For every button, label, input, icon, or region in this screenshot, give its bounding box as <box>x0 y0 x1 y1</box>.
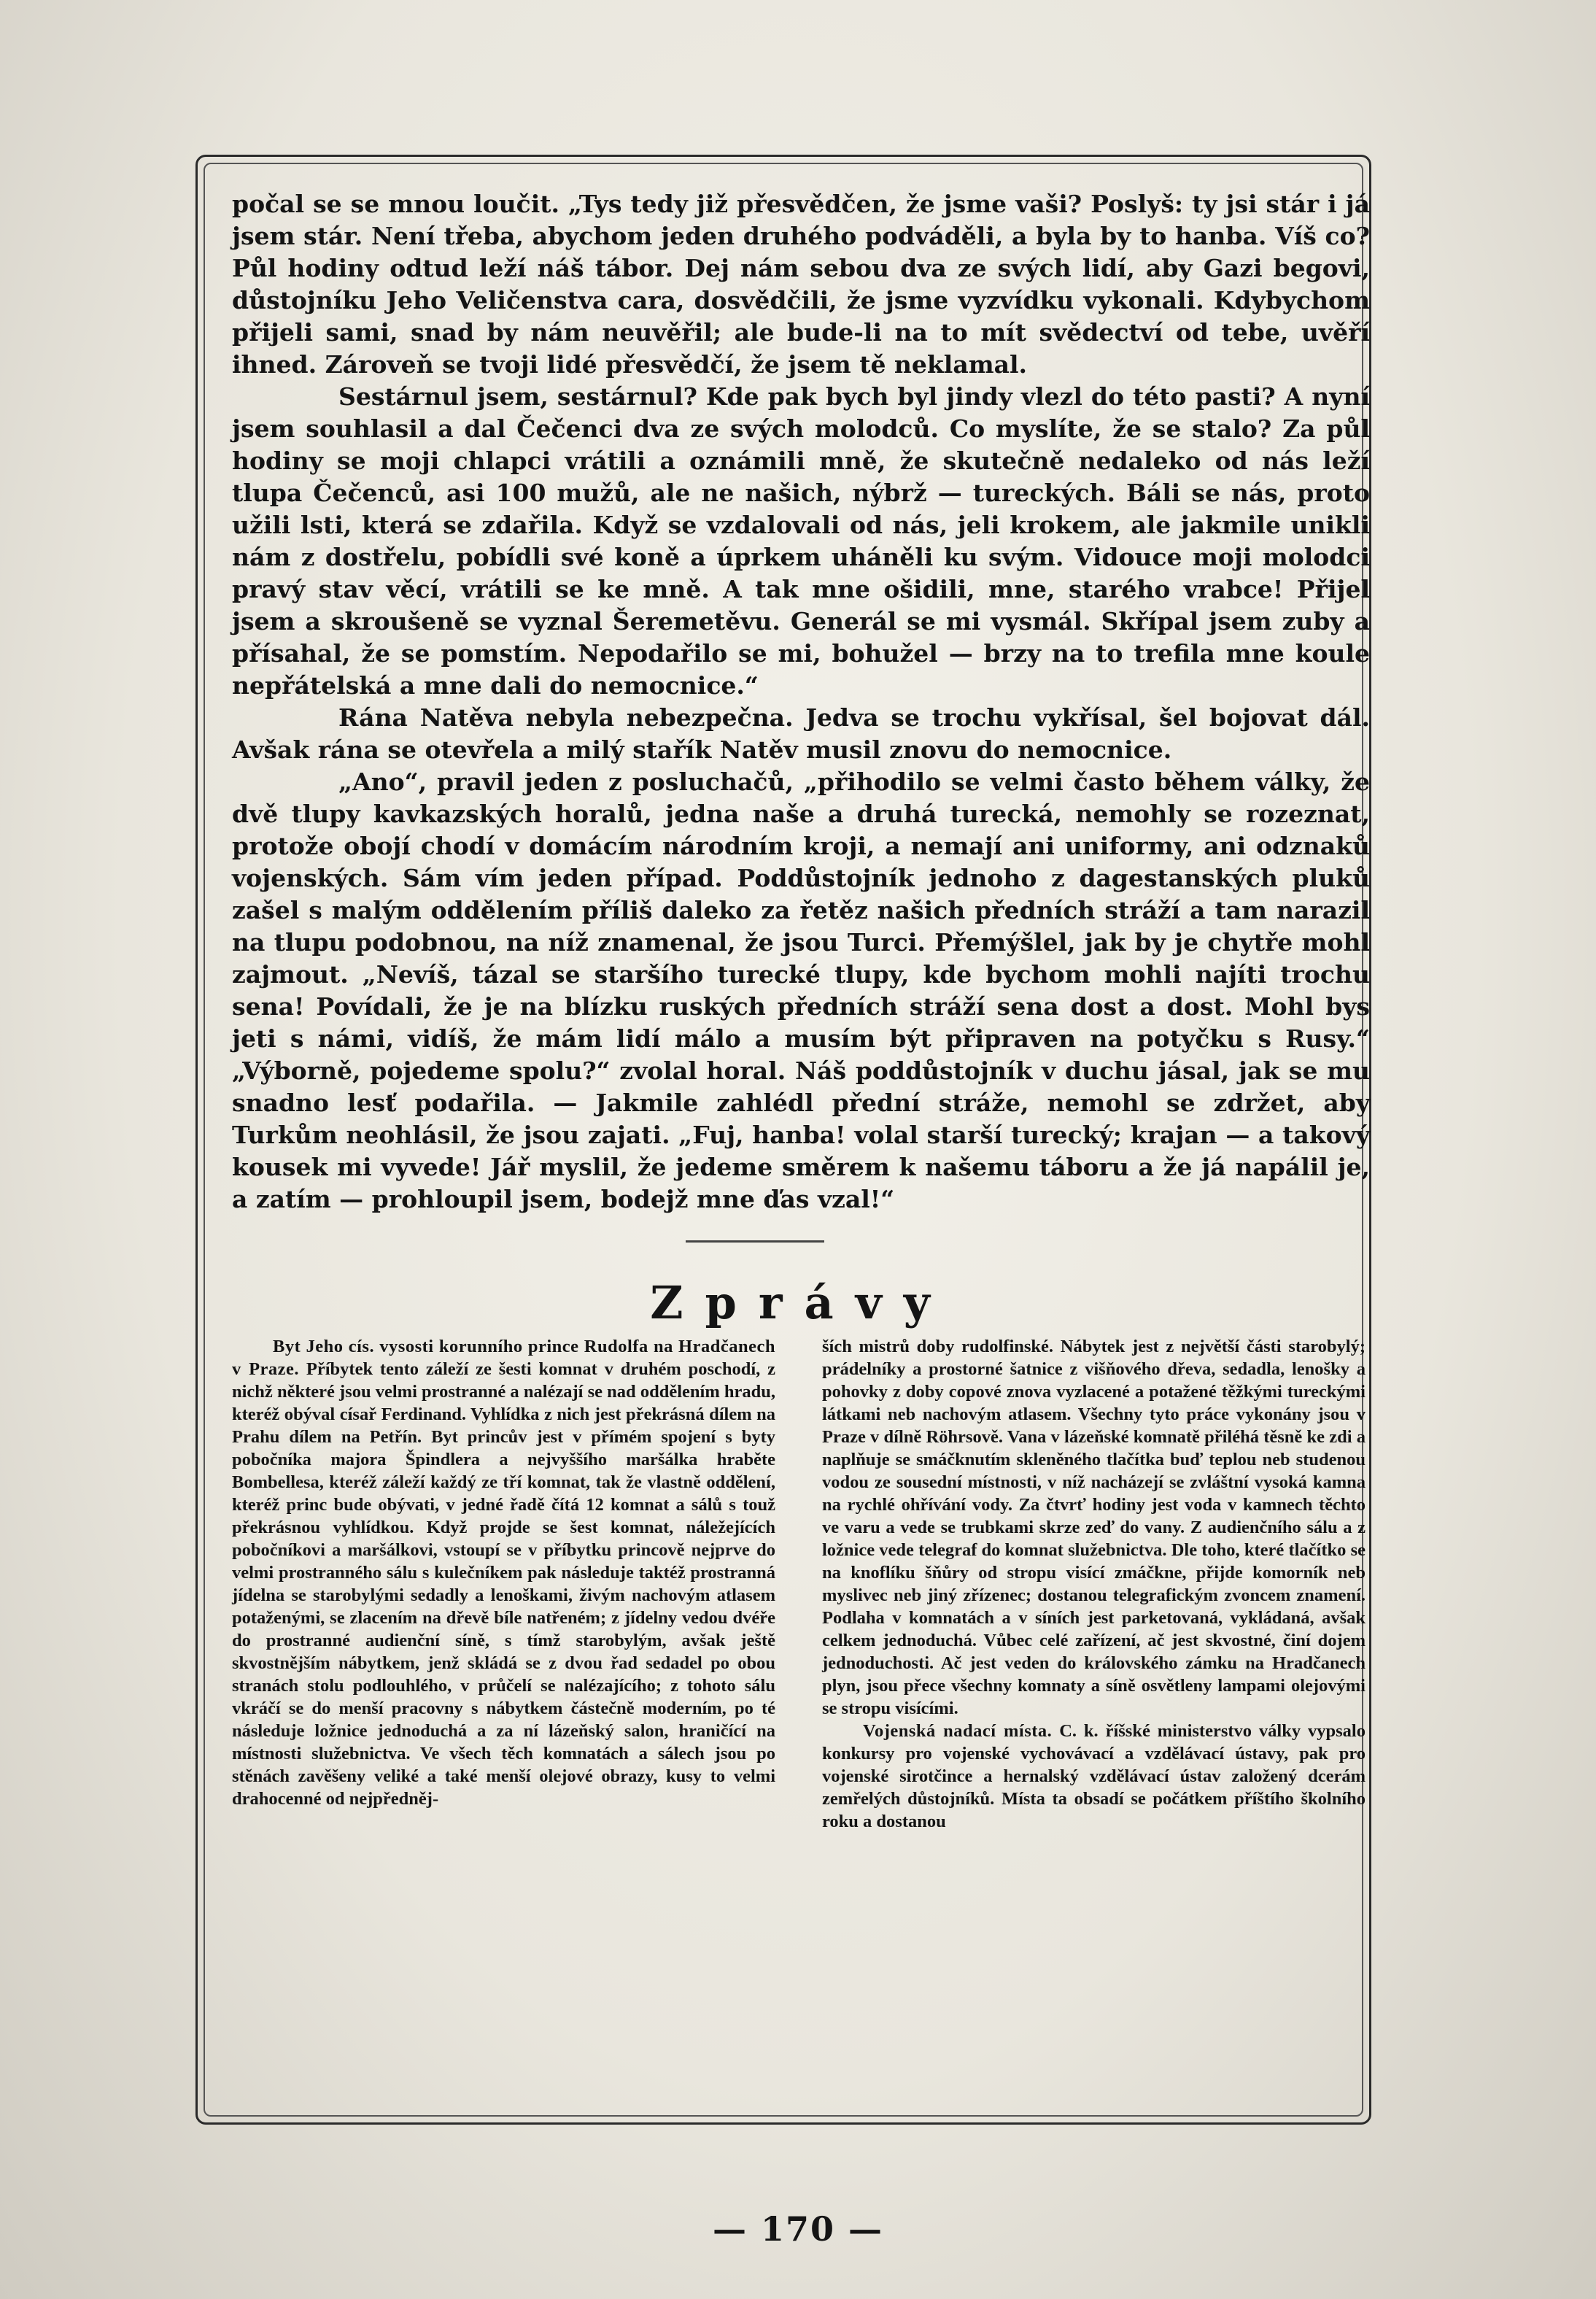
story-paragraph: Rána Natěva nebyla nebezpečna. Jedva se trochu vykřísal, šel bojovat dál. Avšak rána se otevřela a milý stařík Natěv musil znovu do nemocnice. <box>232 703 1370 764</box>
news-column-right <box>822 1335 1365 1833</box>
news-item-title: Vojenská nadací místa. <box>863 1721 1053 1741</box>
news-item-title: Byt Jeho cís. vysosti korunního prince Rudolfa na Hradčanech v Praze. <box>232 1337 775 1379</box>
page-number: — 170 — <box>712 2209 884 2249</box>
story-paragraph: počal se se mnou loučit. „Tys tedy již přesvědčen, že jsme vaši? Poslyš: ty jsi stár i já jsem stár. Není třeba, abychom jeden druhého podváděli, a byla by to hanba. Víš co? Půl hodiny odtud leží náš tábor. Dej nám sebou dva ze svých lidí, aby Gazi begovi, důstojníku Jeho Veličenstva cara, dosvědčili, že jsme vyzvídku vykonali. Kdybychom přijeli sami, snad by nám neuvěřil; ale bude-li na to mít svědectví od tebe, uvěří ihned. Zároveň se tvoji lidé přesvědčí, že jsem tě neklamal. <box>232 190 1370 379</box>
story-paragraph: Sestárnul jsem, sestárnul? Kde pak bych byl jindy vlezl do této pasti? A nyní jsem souhlasil a dal Čečenci dva ze svých molodců. Co myslíte, že se stalo? Za půl hodiny se moji chlapci vrátili a oznámili mně, že skutečně nedaleko od nás leží tlupa Čečenců, asi 100 mužů, ale ne našich, nýbrž — tureckých. Báli se nás, proto užili lsti, která se zdařila. Když se vzdalovali od nás, jeli krokem, ale jakmile unikli nám z dostřelu, pobídli své koně a úprkem uháněli ku svým. Vidouce moji molodci pravý stav věcí, vrátili se ke mně. A tak mne ošidili, mne, starého vrabce! Přijel jsem a skroušeně se vyznal Šeremetěvu. Generál se mi vysmál. Skřípal jsem zuby a přísahal, že se pomstím. Nepodařilo se mi, bohužel — brzy na to trefila mne koule nepřátelská a mne dali do nemocnice.“ <box>232 382 1370 700</box>
news-item-text: Příbytek tento záleží ze šesti komnat v druhém poschodí, z nichž některé jsou velmi prostranné a nalézají se nad oddělením hradu, kteréž obýval císař Ferdinand. Vyhlídka z nich jest překrásná dílem na Prahu dílem na Petřín. Byt princův jest v přímém spojení s byty pobočníka majora Špindlera a nejvyššího maršálka hraběte Bombellesa, kteréž záleží každý ze tří komnat, tak že vlastně oddělení, kteréž princ bude obývati, v jedné řadě čítá 12 komnat a sálů s touž překrásnou vyhlídkou. Když projde se šest komnat, náležejících pobočníkovi a maršálkovi, vstoupí se v příbytku princově nejprve do velmi prostranného sálu s kulečníkem pak následuje taktéž prostranná jídelna se starobylými sedadly a lenoškami, živým nachovým atlasem potaženými, se zlacením na dřevě bíle natřeném; z jídelny vedou dvéře do prostranné audienční síně, s tímž starobylým, avšak ještě skvostnějším nábytkem, jenž skládá se z dvou řad sedadel po obou stranách stolu podlouhlého, v průčelí se nalézajícího; z tohoto sálu vkráčí se do menší pracovny s nábytkem částečně moderním, po té následuje ložnice jednoduchá a za ní lázeňský salon, hraničící na místnosti služebnictva. Ve všech těch komnatách a sálech jsou po stěnách zavěšeny veliké a také menší olejové obrazy, kusy to velmi drahocenné od nejpředněj- <box>232 1359 776 1809</box>
news-item-text: C. k. říšské ministerstvo války vypsalo konkursy pro vojenské vychovávací a vzdělávací ústavy, pak pro vojenské sirotčince a hernalský vzdělávací ústav založený dcerám zemřelých důstojníků. Místa ta obsadí se počátkem příštího školního roku a dostanou <box>822 1721 1365 1831</box>
story-paragraph: „Ano“, pravil jeden z posluchačů, „přihodilo se velmi často během války, že dvě tlupy kavkazských horalů, jedna naše a druhá turecká, nemohly se rozeznat, protože obojí chodí v domácím národním kroji, a nemají ani uniformy, ani odznaků vojenských. Sám vím jeden případ. Poddůstojník jednoho z dagestanských pluků zašel s malým oddělením příliš daleko za řetěz našich předních stráží a tam narazil na tlupu podobnou, na níž znamenal, že jsou Turci. Přemýšlel, jak by je chytře mohl zajmout. „Nevíš, tázal se staršího turecké tlupy, kde bychom mohli najíti trochu sena! Povídali, že je na blízku ruských předních stráží sena dost a dost. Mohl bys jeti s námi, vidíš, že mám lidí málo a musím být připraven na potyčku s Rusy.“ „Výborně, pojedeme spolu?“ zvolal horal. Náš poddůstojník v duchu jásal, jak se mu snadno lesť podařila. — Jakmile zahlédl přední stráže, nemohl se zdržet, aby Turkům neohlásil, že jsou zajati. „Fuj, hanba! volal starší turecký; krajan — a takový kousek mi vyvede! Jář myslil, že jedeme směrem k našemu táboru a že já napálil je, a zatím — prohloupil jsem, bodejž mne ďas vzal!“ <box>232 768 1370 1213</box>
news-column-left <box>232 1335 775 1810</box>
story-text <box>232 188 1370 1216</box>
news-heading: Zprávy <box>650 1276 952 1329</box>
news-item-continuation: ších mistrů doby rudolfinské. Nábytek jest z největší části starobylý; prádelníky a prostorné šatnice z višňového dřeva, sedadla, lenošky a pohovky z doby copové znova vyzlacené a potažené těžkými tureckými látkami neb nachovým atlasem. Všechny tyto práce vykonány jsou v Praze v dílně Röhrsově. Vana v lázeňské komnatě přiléhá těsně ke zdi a naplňuje se smáčknutím skleněného tlačítka buď teplou neb studenou vodou ze sousední místnosti, v níž nacházejí se zvláštní vysoká kamna na rychlé ohřívání vody. Za čtvrť hodiny jest voda v kamnech těchto ve varu a vede se trubkami skrze zeď do vany. Z audienčního sálu a z ložnice vede telegraf do komnat služebnictva. Dle toho, které tlačítko se na knoflíku šňůry od stropu visící zmáčkne, přijde komorník neb myslivec neb jiný zřízenec; dostanou telegrafickým zvoncem znamení. Podlaha v komnatách a v síních jest parketovaná, vykládaná, avšak celkem jednoduchá. Vůbec celé zařízení, ač jest skvostné, činí dojem jednoduchosti. Ač jest veden do královského zámku na Hradčanech plyn, jsou přece všechny komnaty a síně osvětleny lampami olejovými se stropu visícími. <box>822 1337 1365 1718</box>
section-divider <box>686 1240 824 1243</box>
